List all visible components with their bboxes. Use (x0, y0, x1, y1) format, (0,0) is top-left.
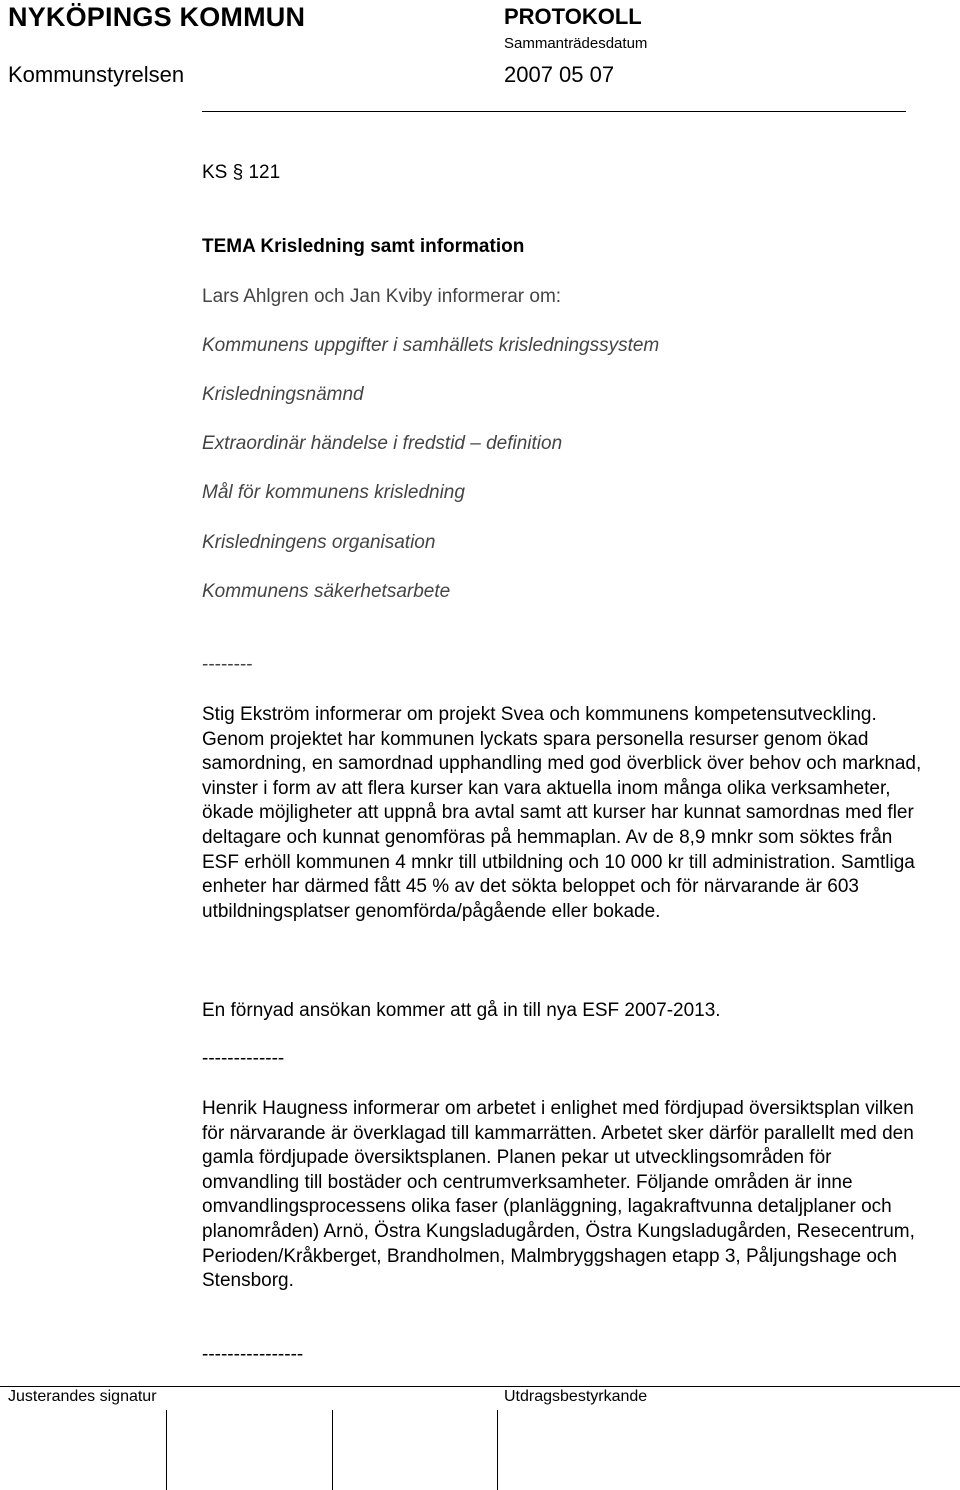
separator: ---------------- (202, 1344, 304, 1365)
topic-item: Krisledningens organisation (202, 532, 436, 553)
topic-item: Kommunens säkerhetsarbete (202, 581, 451, 602)
board-name: Kommunstyrelsen (8, 62, 185, 87)
intro-text: Lars Ahlgren och Jan Kviby informerar om: (202, 286, 562, 307)
organization-name: NYKÖPINGS KOMMUN (8, 2, 306, 32)
footer-divider (0, 1386, 960, 1387)
document-type: PROTOKOLL (504, 4, 642, 29)
topic-item: Kommunens uppgifter i samhällets krisledningssystem (202, 335, 660, 356)
paragraph-esf-application: En förnyad ansökan kommer att gå in till nya ESF 2007-2013. (202, 1000, 721, 1021)
header-divider (202, 111, 906, 112)
topic-item: Krisledningsnämnd (202, 384, 364, 405)
topic-item: Extraordinär händelse i fredstid – definition (202, 433, 563, 454)
section-title: TEMA Krisledning samt information (202, 236, 525, 257)
topic-item: Mål för kommunens krisledning (202, 482, 465, 503)
signature-box-line (497, 1410, 498, 1490)
signature-label: Justerandes signatur (8, 1388, 157, 1405)
paragraph-svea-project: Stig Ekström informerar om projekt Svea och kommunens kompetensutveckling. Genom projektet har kommunen lyckats spara personella resurser genom ökad samordning, en samordnad upphandling med god överblick över behov och marknad, vinster i form av att flera kurser kan vara aktuella inom många olika verksamheter, ökade möjligheter att uppnå bra avtal samt att kurser har kunnat samordnas med fler deltagare och kunnat genomföras på hemmaplan. Av de 8,9 mnkr som söktes från ESF erhöll kommunen 4 mnkr till utbildning och 10 000 kr till administration. Samtliga enheter har därmed fått 45 % av det sökta beloppet och för närvarande är 603 utbildningsplatser genomförda/pågående eller bokade. (202, 704, 922, 922)
paragraph-overview-plan: Henrik Haugness informerar om arbetet i enlighet med fördjupad översiktsplan vilken för närvarande är överklagad till kammarrätten. Arbetet sker därför parallellt med den gamla fördjupade översiktsplanen. Planen pekar ut utvecklingsområden för omvandling till bostäder och centrumverksamheter. Följande områden är inne omvandlingsprocessens olika faser (planläggning, lagakraftvunna detaljplaner och planområden) Arnö, Östra Kungsladugården, Östra Kungsladugården, Resecentrum, Perioden/Kråkberget, Brandholmen, Malmbryggshagen etapp 3, Påljungshage och Stensborg. (202, 1098, 915, 1292)
signature-box-line (332, 1410, 333, 1490)
meeting-date-label: Sammanträdesdatum (504, 35, 648, 52)
separator: ------------- (202, 1048, 285, 1069)
signature-box-line (166, 1410, 167, 1490)
separator: -------- (202, 654, 253, 675)
paragraph-reference: KS § 121 (202, 162, 281, 183)
certification-label: Utdragsbestyrkande (504, 1388, 648, 1405)
meeting-date: 2007 05 07 (504, 62, 615, 87)
